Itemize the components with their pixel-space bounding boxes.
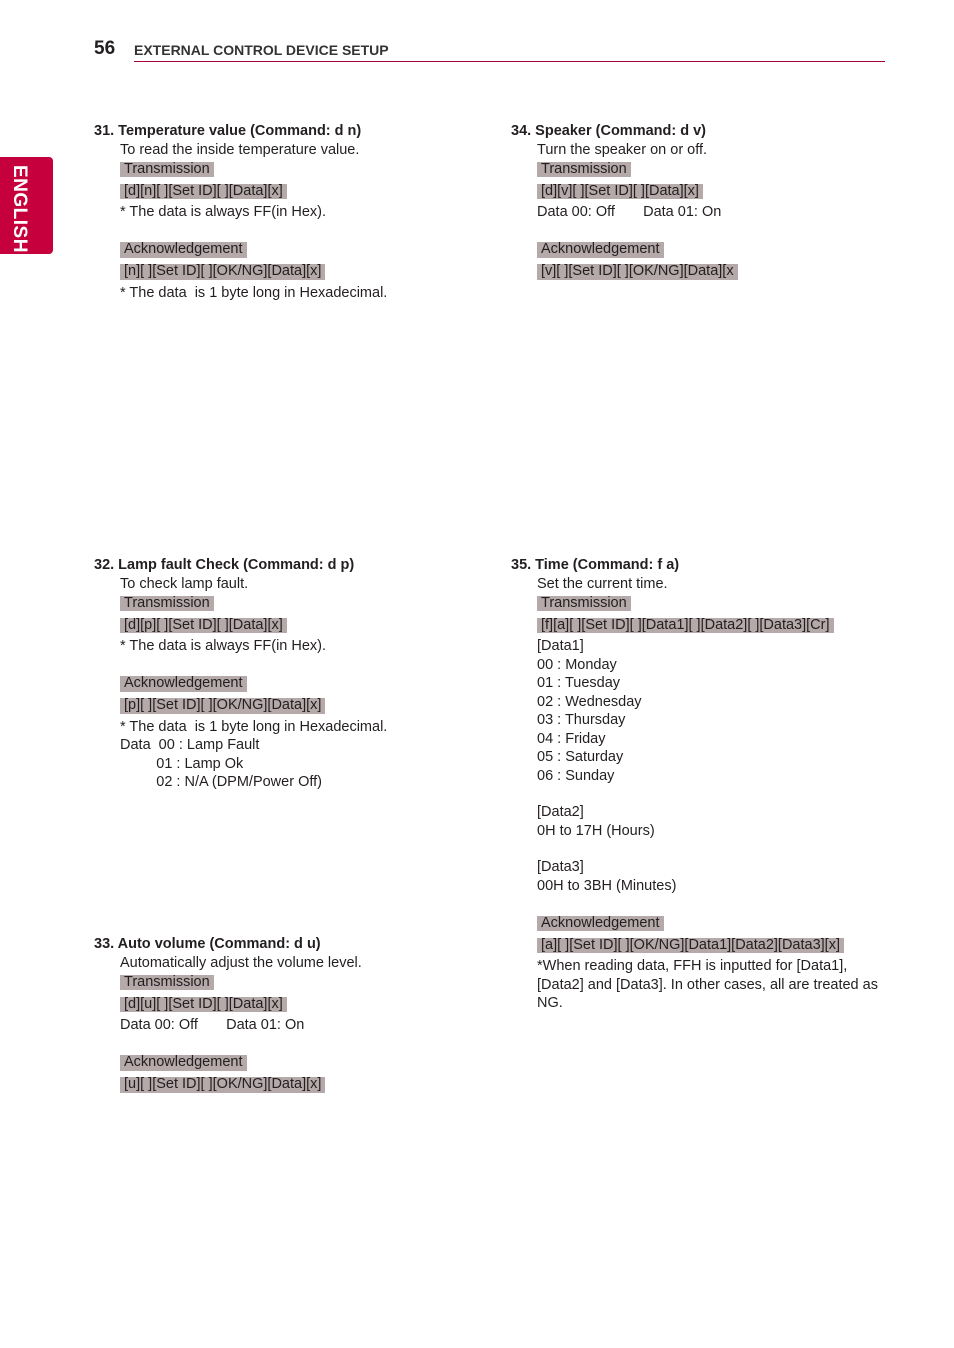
page-number: 56 — [94, 38, 116, 59]
data1-line: 04 : Friday — [537, 730, 606, 747]
acknowledgement-label: Acknowledgement — [537, 242, 664, 259]
command-34-block — [511, 122, 738, 284]
transmission-command: [d][u][ ][Set ID][ ][Data][x] — [120, 997, 287, 1014]
section-title: EXTERNAL CONTROL DEVICE SETUP — [134, 42, 389, 58]
acknowledgement-command: [v][ ][Set ID][ ][OK/NG][Data][x — [537, 264, 738, 281]
command-title: 32. Lamp fault Check (Command: d p) — [94, 557, 355, 573]
command-description: Set the current time. — [537, 575, 668, 592]
acknowledgement-command: [a][ ][Set ID][ ][OK/NG][Data1][Data2][Data3][x] — [537, 938, 844, 955]
data2-line: [Data2] — [537, 804, 584, 820]
data-line: Data 00 : Lamp Fault — [120, 737, 260, 753]
data-values: Data 00: Off Data 01: On — [120, 1017, 305, 1033]
command-title: 34. Speaker (Command: d v) — [511, 123, 706, 139]
transmission-label: Transmission — [120, 162, 214, 179]
data-line: 01 : Lamp Ok — [120, 755, 244, 772]
command-description: To read the inside temperature value. — [120, 141, 360, 158]
command-description: Turn the speaker on or off. — [537, 141, 708, 158]
data1-line: 03 : Thursday — [537, 712, 626, 728]
command-31-block — [94, 122, 387, 302]
transmission-label: Transmission — [120, 975, 214, 992]
header-rule — [134, 61, 885, 62]
data1-line: 02 : Wednesday — [537, 693, 642, 710]
acknowledgement-command: [n][ ][Set ID][ ][OK/NG][Data][x] — [120, 264, 325, 281]
data-values: Data 00: Off Data 01: On — [537, 204, 722, 220]
data3-line: 00H to 3BH (Minutes) — [537, 877, 677, 894]
transmission-label: Transmission — [537, 596, 631, 613]
data1-line: 01 : Tuesday — [537, 675, 621, 691]
acknowledgement-command: [p][ ][Set ID][ ][OK/NG][Data][x] — [120, 698, 325, 715]
data1-line: 05 : Saturday — [537, 749, 624, 765]
data1-line: 06 : Sunday — [537, 767, 615, 784]
transmission-label: Transmission — [537, 162, 631, 179]
data-line: 02 : N/A (DPM/Power Off) — [120, 774, 322, 790]
transmission-command: [d][p][ ][Set ID][ ][Data][x] — [120, 618, 287, 635]
command-title: 31. Temperature value (Command: d n) — [94, 123, 362, 139]
command-description: Automatically adjust the volume level. — [120, 954, 362, 971]
command-description: To check lamp fault. — [120, 575, 249, 592]
command-35-block — [511, 556, 887, 1013]
data3-line: [Data3] — [537, 859, 584, 875]
data1-line: [Data1] — [537, 638, 584, 654]
acknowledgement-note: * The data is 1 byte long in Hexadecimal. — [120, 718, 388, 735]
acknowledgement-command: [u][ ][Set ID][ ][OK/NG][Data][x] — [120, 1077, 325, 1094]
command-32-block — [94, 556, 387, 792]
acknowledgement-label: Acknowledgement — [120, 1055, 247, 1072]
data1-line: 00 : Monday — [537, 656, 617, 673]
transmission-note: * The data is always FF(in Hex). — [120, 204, 327, 220]
command-33-block — [94, 935, 362, 1097]
data2-line: 0H to 17H (Hours) — [537, 822, 655, 839]
command-title: 35. Time (Command: f a) — [511, 557, 680, 573]
transmission-command: [d][v][ ][Set ID][ ][Data][x] — [537, 184, 703, 201]
transmission-label: Transmission — [120, 596, 214, 613]
command-title: 33. Auto volume (Command: d u) — [94, 936, 321, 952]
transmission-command: [f][a][ ][Set ID][ ][Data1][ ][Data2][ ][Data3][Cr] — [537, 618, 834, 635]
transmission-note: * The data is always FF(in Hex). — [120, 638, 327, 654]
transmission-command: [d][n][ ][Set ID][ ][Data][x] — [120, 184, 287, 201]
acknowledgement-label: Acknowledgement — [120, 242, 247, 259]
acknowledgement-note: *When reading data, FFH is inputted for [Data1], [Data2] and [Data3]. In other cases, all are treated as NG. — [537, 958, 878, 1011]
acknowledgement-label: Acknowledgement — [537, 916, 664, 933]
acknowledgement-label: Acknowledgement — [120, 676, 247, 693]
language-label: ENGLISH — [9, 165, 30, 253]
acknowledgement-note: * The data is 1 byte long in Hexadecimal. — [120, 284, 388, 301]
